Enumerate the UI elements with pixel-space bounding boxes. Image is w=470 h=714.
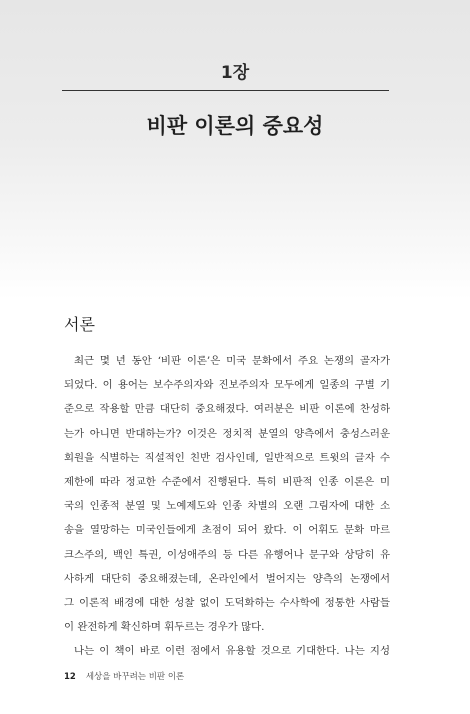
paragraph-line: 국의 인종적 분열 및 노예제도와 인종 차별의 오랜 그림자에 대한 소 <box>64 500 390 513</box>
chapter-title: 비판 이론의 중요성 <box>146 114 324 138</box>
chapter-number: 1장 <box>220 63 250 83</box>
page-footer <box>64 670 184 682</box>
paragraph-line: 제한에 따라 정교한 수준에서 진행된다. 특히 비판적 인종 이론은 미 <box>64 475 390 488</box>
paragraph-line: 나는 이 책이 바로 이런 점에서 유용할 것으로 기대한다. 나는 지성 <box>74 645 390 658</box>
paragraph-line: 송을 열망하는 미국인들에게 초점이 되어 왔다. 이 어휘도 문화 마르 <box>64 524 390 537</box>
paragraph-line: 최근 몇 년 동안 ‘비판 이론’은 미국 문화에서 주요 논쟁의 골자가 <box>74 355 390 367</box>
paragraph-line: 회원을 식별하는 직설적인 친반 검사인데, 일반적으로 트윗의 글자 수 <box>64 451 390 464</box>
chapter-header-background <box>0 0 470 300</box>
running-title: 세상을 바꾸려는 비판 이론 <box>85 672 185 682</box>
paragraph-line: 크스주의, 백인 특권, 이성애주의 등 다른 유행어나 문구와 상당히 유 <box>64 548 390 561</box>
chapter-divider <box>62 90 389 91</box>
paragraph-line: 준으로 작용할 만큼 대단히 중요해졌다. 여러분은 비판 이론에 찬성하 <box>64 403 390 416</box>
paragraph-line: 그 이론적 배경에 대한 성찰 없이 도덕화하는 수사학에 정통한 사람들 <box>64 596 390 609</box>
section-heading: 서론 <box>64 315 95 334</box>
paragraph-line: 이 완전하게 확신하며 휘두르는 경우가 많다. <box>64 621 265 634</box>
paragraph-line: 되었다. 이 용어는 보수주의자와 진보주의자 모두에게 일종의 구별 기 <box>64 379 390 392</box>
body-text <box>64 349 390 663</box>
paragraph-line: 사하게 대단히 중요해졌는데, 온라인에서 벌어지는 양측의 논쟁에서 <box>64 572 390 585</box>
page-number: 12 <box>64 672 76 682</box>
paragraph-line: 는가 아니면 반대하는가? 이것은 정치적 분열의 양측에서 충성스러운 <box>64 427 390 440</box>
